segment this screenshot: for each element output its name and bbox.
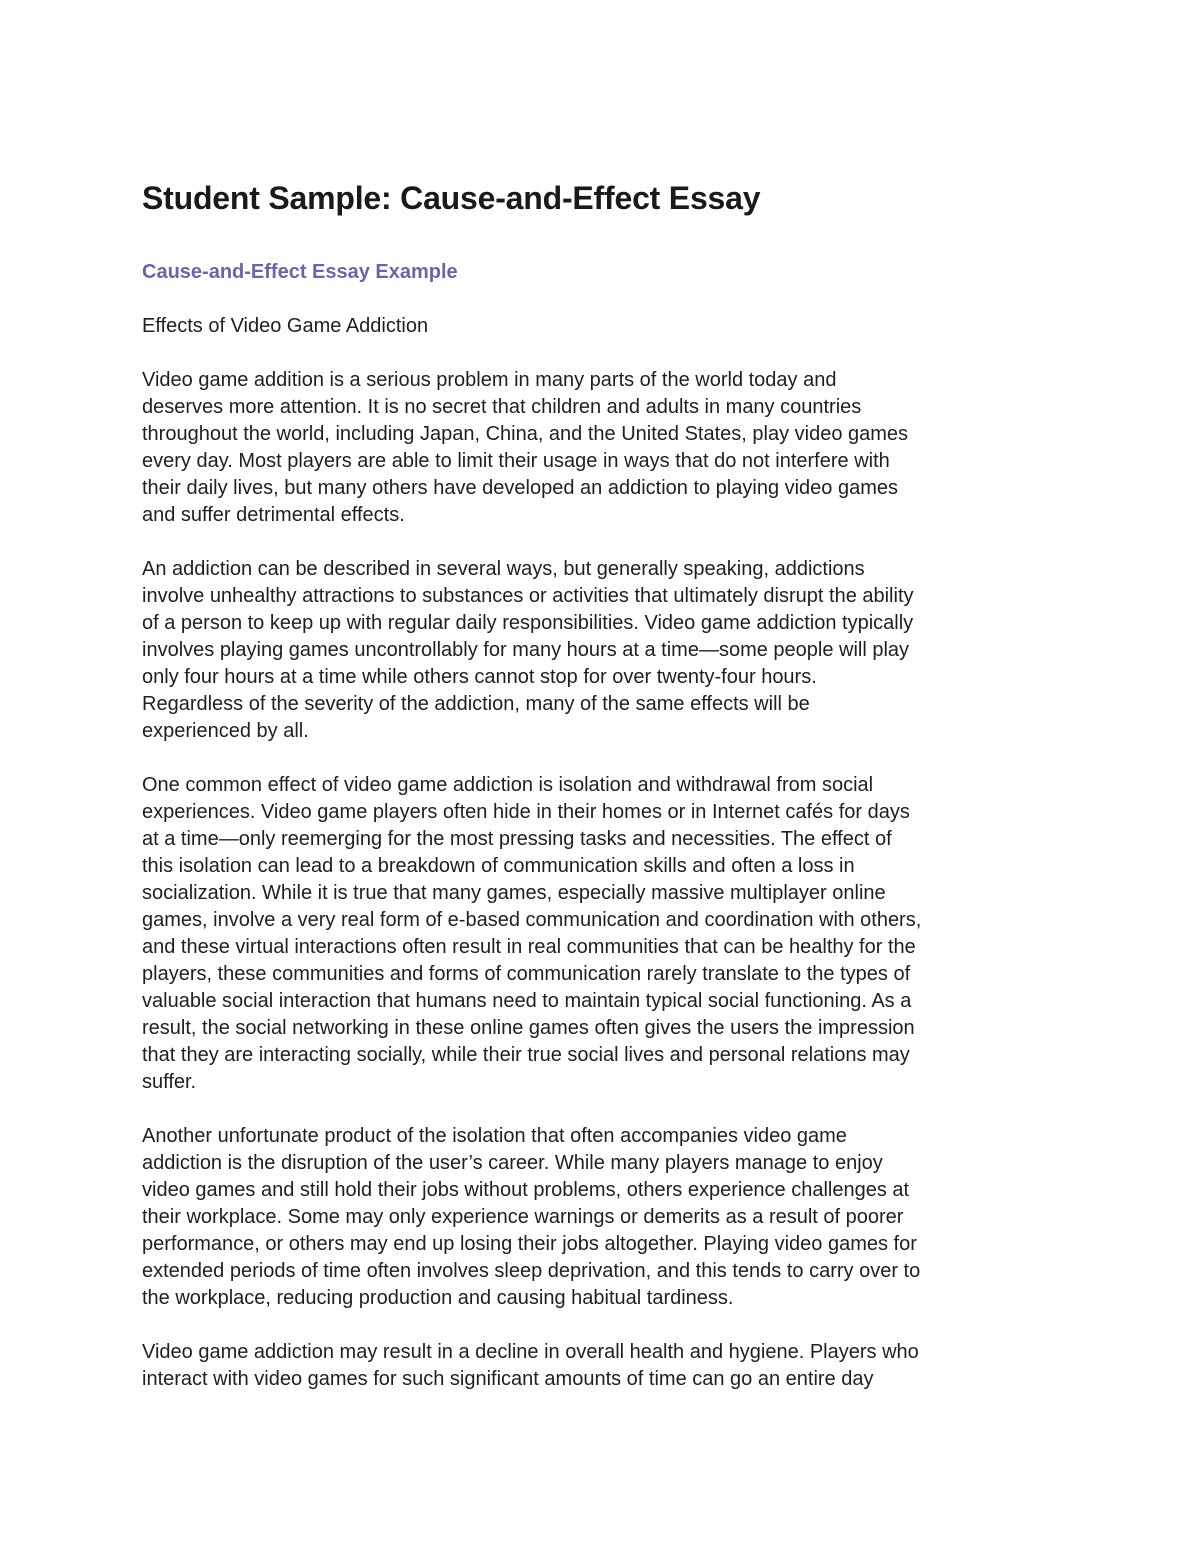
essay-title: Effects of Video Game Addiction — [142, 315, 429, 337]
paragraph-line: this isolation can lead to a breakdown of communication skills and often a loss in — [142, 855, 855, 877]
paragraph-line: extended periods of time often involves sleep deprivation, and this tends to carry over to — [142, 1260, 921, 1282]
essay-body — [142, 367, 1072, 1393]
essay-paragraph — [142, 556, 1072, 745]
essay-paragraph — [142, 1339, 1072, 1393]
paragraph-line: deserves more attention. It is no secret that children and adults in many countries — [142, 396, 862, 418]
essay-paragraph — [142, 1123, 1072, 1312]
paragraph-line: Video game addiction may result in a decline in overall health and hygiene. Players who — [142, 1341, 919, 1363]
paragraph-line: throughout the world, including Japan, China, and the United States, play video games — [142, 423, 909, 445]
paragraph-line: the workplace, reducing production and causing habitual tardiness. — [142, 1287, 734, 1309]
paragraph-line: involve unhealthy attractions to substances or activities that ultimately disrupt the ability — [142, 585, 914, 607]
paragraph-line: suffer. — [142, 1071, 197, 1093]
paragraph-line: addiction is the disruption of the user’s career. While many players manage to enjoy — [142, 1152, 883, 1174]
paragraph-line: at a time—only reemerging for the most pressing tasks and necessities. The effect of — [142, 828, 892, 850]
document-title: Student Sample: Cause-and-Effect Essay — [142, 180, 761, 216]
section-heading: Cause-and-Effect Essay Example — [142, 261, 458, 283]
essay-paragraph — [142, 772, 1072, 1096]
paragraph-line: and suffer detrimental effects. — [142, 504, 405, 526]
paragraph-line: experiences. Video game players often hide in their homes or in Internet cafés for days — [142, 801, 910, 823]
paragraph-line: valuable social interaction that humans need to maintain typical social functioning. As a — [142, 990, 912, 1012]
paragraph-line: socialization. While it is true that many games, especially massive multiplayer online — [142, 882, 886, 904]
paragraph-line: interact with video games for such significant amounts of time can go an entire day — [142, 1368, 874, 1390]
paragraph-line: involves playing games uncontrollably for many hours at a time—some people will play — [142, 639, 910, 661]
paragraph-line: only four hours at a time while others cannot stop for over twenty-four hours. — [142, 666, 817, 688]
paragraph-line: experienced by all. — [142, 720, 309, 742]
paragraph-line: Regardless of the severity of the addiction, many of the same effects will be — [142, 693, 810, 715]
paragraph-line: that they are interacting socially, while their true social lives and personal relations may — [142, 1044, 910, 1066]
paragraph-line: Video game addition is a serious problem in many parts of the world today and — [142, 369, 837, 391]
paragraph-line: Another unfortunate product of the isolation that often accompanies video game — [142, 1125, 847, 1147]
paragraph-line: games, involve a very real form of e-based communication and coordination with others, — [142, 909, 922, 931]
paragraph-line: players, these communities and forms of communication rarely translate to the types of — [142, 963, 911, 985]
paragraph-line: One common effect of video game addiction is isolation and withdrawal from social — [142, 774, 874, 796]
paragraph-line: their daily lives, but many others have developed an addiction to playing video games — [142, 477, 899, 499]
paragraph-line: their workplace. Some may only experience warnings or demerits as a result of poorer — [142, 1206, 904, 1228]
paragraph-line: An addiction can be described in several ways, but generally speaking, addictions — [142, 558, 865, 580]
essay-paragraph — [142, 367, 1072, 529]
paragraph-line: result, the social networking in these online games often gives the users the impression — [142, 1017, 915, 1039]
paragraph-line: of a person to keep up with regular daily responsibilities. Video game addiction typically — [142, 612, 914, 634]
paragraph-line: every day. Most players are able to limit their usage in ways that do not interfere with — [142, 450, 890, 472]
document-content — [142, 178, 1072, 1393]
paragraph-line: performance, or others may end up losing their jobs altogether. Playing video games for — [142, 1233, 917, 1255]
paragraph-line: video games and still hold their jobs without problems, others experience challenges at — [142, 1179, 910, 1201]
paragraph-line: and these virtual interactions often result in real communities that can be healthy for the — [142, 936, 916, 958]
